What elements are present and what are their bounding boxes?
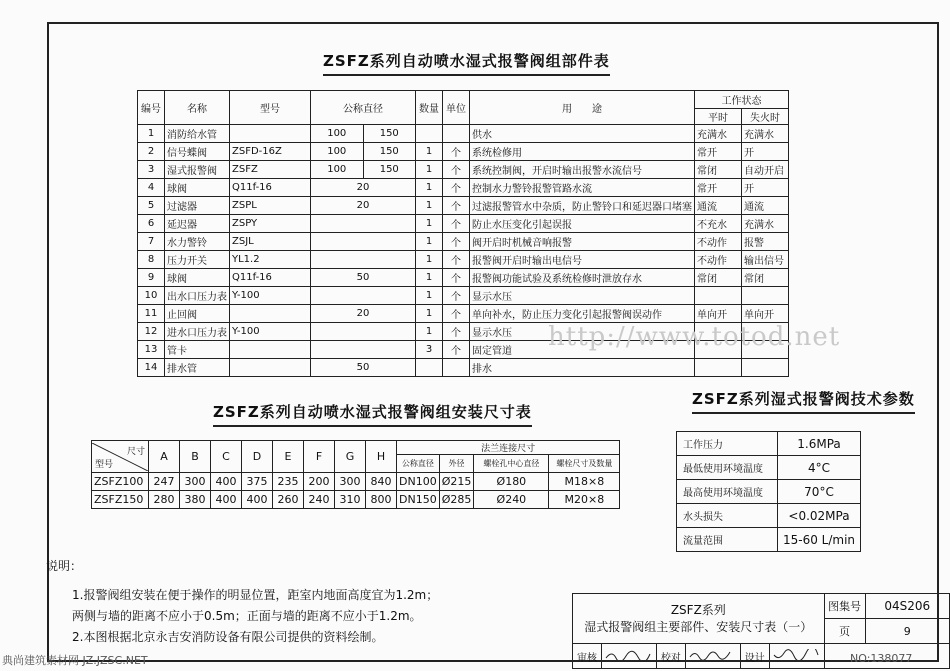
parts-cell-dn bbox=[311, 251, 416, 269]
parts-cell-unit: 个 bbox=[443, 341, 470, 359]
tech-cell-label: 水头损失 bbox=[677, 504, 778, 528]
parts-row bbox=[138, 179, 789, 197]
install-cell-flange: Ø215 bbox=[439, 473, 474, 491]
parts-cell-normal: 常闭 bbox=[695, 269, 742, 287]
tech-row bbox=[677, 432, 861, 456]
parts-cell-dn bbox=[311, 323, 416, 341]
parts-cell-model: ZSJL bbox=[230, 233, 311, 251]
diag-top-label: 尺寸 bbox=[126, 446, 145, 457]
note-line-3: 2.本图根据北京永吉安消防设备有限公司提供的资料绘制。 bbox=[72, 630, 384, 644]
header-dn: 公称直径 bbox=[311, 91, 416, 125]
parts-cell-use: 阀开启时机械音响报警 bbox=[470, 233, 695, 251]
parts-cell-model bbox=[230, 359, 311, 377]
review-signature bbox=[601, 644, 656, 669]
parts-cell-fire: 输出信号 bbox=[742, 251, 789, 269]
parts-cell-fire: 常闭 bbox=[742, 269, 789, 287]
parts-cell-fire: 单向开 bbox=[742, 305, 789, 323]
tech-cell-label: 工作压力 bbox=[677, 432, 778, 456]
parts-cell-model: ZSPL bbox=[230, 197, 311, 215]
install-cell-dim: 400 bbox=[242, 491, 273, 509]
parts-cell-fire: 通流 bbox=[742, 197, 789, 215]
parts-cell-unit: 个 bbox=[443, 305, 470, 323]
col-d: D bbox=[242, 441, 273, 473]
parts-cell-name: 球阀 bbox=[165, 179, 230, 197]
parts-cell-unit: 个 bbox=[443, 215, 470, 233]
parts-cell-normal: 不动作 bbox=[695, 251, 742, 269]
col-a: A bbox=[149, 441, 180, 473]
parts-row bbox=[138, 359, 789, 377]
parts-cell-name: 信号蝶阀 bbox=[165, 143, 230, 161]
install-cell-dim: 260 bbox=[273, 491, 304, 509]
parts-cell-name: 压力开关 bbox=[165, 251, 230, 269]
parts-cell-unit: 个 bbox=[443, 161, 470, 179]
parts-cell-unit: 个 bbox=[443, 197, 470, 215]
tech-row bbox=[677, 504, 861, 528]
flange-col-bolt-circle: 螺栓孔中心直径 bbox=[474, 455, 549, 473]
tech-cell-label: 最低使用环境温度 bbox=[677, 456, 778, 480]
tech-cell-value: 1.6MPa bbox=[778, 432, 861, 456]
parts-cell-dn: 50 bbox=[311, 359, 416, 377]
title-block-name bbox=[573, 594, 825, 644]
parts-row bbox=[138, 251, 789, 269]
col-g: G bbox=[335, 441, 366, 473]
parts-cell-qty: 1 bbox=[416, 215, 443, 233]
tech-table-title: ZSFZ系列湿式报警阀技术参数 bbox=[692, 388, 915, 409]
parts-cell-name: 过滤器 bbox=[165, 197, 230, 215]
parts-cell-use: 排水 bbox=[470, 359, 695, 377]
parts-cell-model: ZSFZ bbox=[230, 161, 311, 179]
parts-cell-qty: 1 bbox=[416, 161, 443, 179]
parts-table-title: ZSFZ系列自动喷水湿式报警阀组部件表 bbox=[323, 50, 610, 71]
parts-cell-normal bbox=[695, 359, 742, 377]
flange-col-bolt-size: 螺栓尺寸及数量 bbox=[549, 455, 620, 473]
parts-cell-fire bbox=[742, 359, 789, 377]
install-cell-dim: 380 bbox=[180, 491, 211, 509]
parts-cell-dn bbox=[311, 233, 416, 251]
install-cell-dim: 300 bbox=[335, 473, 366, 491]
parts-cell-fire: 开 bbox=[742, 143, 789, 161]
install-cell-flange: DN100 bbox=[397, 473, 440, 491]
parts-cell-fire bbox=[742, 287, 789, 305]
flange-col-dn: 公称直径 bbox=[397, 455, 440, 473]
footer-right: NO:138077 bbox=[850, 652, 913, 665]
parts-cell-no: 6 bbox=[138, 215, 165, 233]
parts-cell-no: 9 bbox=[138, 269, 165, 287]
atlas-label: 图集号 bbox=[824, 594, 865, 619]
tech-row bbox=[677, 456, 861, 480]
review-label: 审核 bbox=[573, 644, 602, 669]
atlas-number: 04S206 bbox=[865, 594, 949, 619]
parts-cell-use: 显示水压 bbox=[470, 287, 695, 305]
install-cell-flange: M20×8 bbox=[549, 491, 620, 509]
parts-cell-use: 过滤报警管水中杂质，防止警铃口和延迟器口堵塞 bbox=[470, 197, 695, 215]
col-e: E bbox=[273, 441, 304, 473]
tech-table bbox=[676, 431, 861, 552]
install-cell-dim: 310 bbox=[335, 491, 366, 509]
parts-cell-no: 13 bbox=[138, 341, 165, 359]
parts-cell-unit bbox=[443, 125, 470, 143]
tech-row bbox=[677, 480, 861, 504]
title-block-subtitle: 湿式报警阀组主要部件、安装尺寸表（一） bbox=[584, 619, 813, 634]
footer-left: 典尚建筑素材网 JZ.JZSC.NET bbox=[2, 654, 148, 667]
notes-title: 说明： bbox=[46, 559, 83, 573]
tech-cell-label: 流量范围 bbox=[677, 528, 778, 552]
parts-cell-unit: 个 bbox=[443, 179, 470, 197]
parts-cell-dn1: 100 bbox=[311, 161, 364, 179]
parts-cell-normal: 不充水 bbox=[695, 215, 742, 233]
parts-row bbox=[138, 269, 789, 287]
parts-cell-qty: 1 bbox=[416, 143, 443, 161]
parts-cell-qty: 3 bbox=[416, 341, 443, 359]
parts-cell-use: 系统控制阀，开启时输出报警水流信号 bbox=[470, 161, 695, 179]
parts-cell-name: 消防给水管 bbox=[165, 125, 230, 143]
parts-cell-normal: 通流 bbox=[695, 197, 742, 215]
parts-cell-model: ZSFD-16Z bbox=[230, 143, 311, 161]
parts-cell-use: 供水 bbox=[470, 125, 695, 143]
parts-cell-no: 7 bbox=[138, 233, 165, 251]
parts-cell-no: 14 bbox=[138, 359, 165, 377]
parts-cell-dn bbox=[311, 215, 416, 233]
parts-cell-name: 止回阀 bbox=[165, 305, 230, 323]
parts-cell-qty: 1 bbox=[416, 269, 443, 287]
header-status: 工作状态 bbox=[695, 91, 789, 109]
parts-cell-name: 排水管 bbox=[165, 359, 230, 377]
col-h: H bbox=[366, 441, 397, 473]
flange-header: 法兰连接尺寸 bbox=[397, 441, 620, 455]
tech-cell-value: 15-60 L/min bbox=[778, 528, 861, 552]
parts-cell-qty bbox=[416, 359, 443, 377]
parts-cell-unit: 个 bbox=[443, 233, 470, 251]
flange-col-od: 外径 bbox=[439, 455, 474, 473]
install-table-title: ZSFZ系列自动喷水湿式报警阀组安装尺寸表 bbox=[213, 401, 532, 422]
install-cell-dim: 247 bbox=[149, 473, 180, 491]
install-cell-model: ZSFZ100 bbox=[92, 473, 149, 491]
parts-cell-dn: 20 bbox=[311, 197, 416, 215]
install-cell-dim: 400 bbox=[211, 491, 242, 509]
parts-cell-no: 3 bbox=[138, 161, 165, 179]
parts-cell-unit bbox=[443, 359, 470, 377]
install-cell-dim: 240 bbox=[304, 491, 335, 509]
parts-cell-qty: 1 bbox=[416, 197, 443, 215]
tech-cell-value: <0.02MPa bbox=[778, 504, 861, 528]
parts-row bbox=[138, 143, 789, 161]
parts-cell-model bbox=[230, 341, 311, 359]
parts-cell-unit: 个 bbox=[443, 143, 470, 161]
parts-cell-dn2: 150 bbox=[363, 143, 416, 161]
parts-cell-qty bbox=[416, 125, 443, 143]
parts-cell-no: 1 bbox=[138, 125, 165, 143]
parts-cell-no: 2 bbox=[138, 143, 165, 161]
header-model: 型号 bbox=[230, 91, 311, 125]
parts-cell-qty: 1 bbox=[416, 287, 443, 305]
parts-cell-qty: 1 bbox=[416, 305, 443, 323]
parts-row bbox=[138, 197, 789, 215]
note-line-1: 1.报警阀组安装在便于操作的明显位置，距室内地面高度宜为1.2m； bbox=[72, 588, 439, 602]
install-cell-flange: M18×8 bbox=[549, 473, 620, 491]
parts-cell-fire: 自动开启 bbox=[742, 161, 789, 179]
parts-cell-name: 延迟器 bbox=[165, 215, 230, 233]
check-signature bbox=[685, 644, 740, 669]
parts-cell-name: 进水口压力表 bbox=[165, 323, 230, 341]
install-cell-dim: 300 bbox=[180, 473, 211, 491]
design-label: 设计 bbox=[740, 644, 769, 669]
install-cell-dim: 375 bbox=[242, 473, 273, 491]
install-row bbox=[92, 491, 620, 509]
tech-row bbox=[677, 528, 861, 552]
page-label: 页 bbox=[824, 619, 865, 644]
parts-cell-dn2: 150 bbox=[363, 125, 416, 143]
parts-cell-model: Y-100 bbox=[230, 323, 311, 341]
col-b: B bbox=[180, 441, 211, 473]
header-normal: 平时 bbox=[695, 109, 742, 125]
parts-cell-name: 水力警铃 bbox=[165, 233, 230, 251]
parts-cell-normal: 常开 bbox=[695, 179, 742, 197]
page-number: 9 bbox=[865, 619, 949, 644]
install-cell-dim: 800 bbox=[366, 491, 397, 509]
parts-cell-no: 12 bbox=[138, 323, 165, 341]
design-signature bbox=[769, 644, 824, 669]
parts-row bbox=[138, 161, 789, 179]
parts-cell-no: 8 bbox=[138, 251, 165, 269]
diag-bottom-label: 型号 bbox=[95, 459, 114, 470]
parts-cell-normal: 不动作 bbox=[695, 233, 742, 251]
parts-cell-unit: 个 bbox=[443, 287, 470, 305]
parts-cell-qty: 1 bbox=[416, 251, 443, 269]
parts-cell-dn: 20 bbox=[311, 305, 416, 323]
header-qty: 数量 bbox=[416, 91, 443, 125]
parts-cell-use: 控制水力警铃报警管路水流 bbox=[470, 179, 695, 197]
header-fire: 失火时 bbox=[742, 109, 789, 125]
check-label: 校对 bbox=[656, 644, 685, 669]
parts-cell-name: 管卡 bbox=[165, 341, 230, 359]
parts-cell-fire: 报警 bbox=[742, 233, 789, 251]
parts-cell-use: 系统检修用 bbox=[470, 143, 695, 161]
parts-cell-name: 湿式报警阀 bbox=[165, 161, 230, 179]
parts-row bbox=[138, 233, 789, 251]
parts-cell-dn: 50 bbox=[311, 269, 416, 287]
parts-row bbox=[138, 125, 789, 143]
install-cell-flange: Ø180 bbox=[474, 473, 549, 491]
parts-cell-fire: 开 bbox=[742, 179, 789, 197]
title-block-series: ZSFZ系列 bbox=[670, 602, 726, 617]
parts-cell-name: 出水口压力表 bbox=[165, 287, 230, 305]
parts-cell-no: 5 bbox=[138, 197, 165, 215]
header-name: 名称 bbox=[165, 91, 230, 125]
col-c: C bbox=[211, 441, 242, 473]
parts-cell-normal: 单向开 bbox=[695, 305, 742, 323]
parts-cell-model: ZSPY bbox=[230, 215, 311, 233]
parts-cell-use: 单向补水，防止压力变化引起报警阀误动作 bbox=[470, 305, 695, 323]
install-cell-dim: 280 bbox=[149, 491, 180, 509]
parts-cell-model bbox=[230, 125, 311, 143]
install-cell-dim: 235 bbox=[273, 473, 304, 491]
parts-cell-dn: 20 bbox=[311, 179, 416, 197]
parts-cell-use: 报警阀功能试验及系统检修时泄放存水 bbox=[470, 269, 695, 287]
parts-cell-use: 显示水压 bbox=[470, 323, 695, 341]
install-cell-dim: 840 bbox=[366, 473, 397, 491]
parts-cell-no: 11 bbox=[138, 305, 165, 323]
parts-cell-unit: 个 bbox=[443, 251, 470, 269]
parts-cell-dn bbox=[311, 341, 416, 359]
notes bbox=[46, 556, 438, 648]
parts-cell-model: Y-100 bbox=[230, 287, 311, 305]
install-table bbox=[91, 440, 620, 509]
install-cell-flange: Ø240 bbox=[474, 491, 549, 509]
parts-cell-model: Q11f-16 bbox=[230, 179, 311, 197]
tech-cell-value: 70°C bbox=[778, 480, 861, 504]
parts-cell-use: 防止水压变化引起误报 bbox=[470, 215, 695, 233]
parts-cell-model bbox=[230, 305, 311, 323]
col-f: F bbox=[304, 441, 335, 473]
install-cell-flange: DN150 bbox=[397, 491, 440, 509]
parts-cell-no: 10 bbox=[138, 287, 165, 305]
parts-cell-fire: 充满水 bbox=[742, 125, 789, 143]
parts-cell-name: 球阀 bbox=[165, 269, 230, 287]
install-cell-flange: Ø285 bbox=[439, 491, 474, 509]
parts-cell-unit: 个 bbox=[443, 323, 470, 341]
parts-cell-normal: 常开 bbox=[695, 143, 742, 161]
parts-cell-fire: 充满水 bbox=[742, 215, 789, 233]
parts-cell-use: 固定管道 bbox=[470, 341, 695, 359]
parts-cell-normal bbox=[695, 287, 742, 305]
parts-cell-normal: 常闭 bbox=[695, 161, 742, 179]
parts-cell-no: 4 bbox=[138, 179, 165, 197]
note-line-2: 两侧与墙的距离不应小于0.5m；正面与墙的距离不应小于1.2m。 bbox=[72, 609, 422, 623]
parts-row bbox=[138, 215, 789, 233]
install-diag-header bbox=[92, 441, 149, 473]
install-row bbox=[92, 473, 620, 491]
parts-cell-qty: 1 bbox=[416, 179, 443, 197]
parts-cell-qty: 1 bbox=[416, 323, 443, 341]
parts-cell-dn2: 150 bbox=[363, 161, 416, 179]
parts-row bbox=[138, 287, 789, 305]
header-unit: 单位 bbox=[443, 91, 470, 125]
tech-cell-label: 最高使用环境温度 bbox=[677, 480, 778, 504]
parts-cell-dn1: 100 bbox=[311, 125, 364, 143]
install-cell-dim: 200 bbox=[304, 473, 335, 491]
parts-cell-dn1: 100 bbox=[311, 143, 364, 161]
header-no: 编号 bbox=[138, 91, 165, 125]
parts-cell-qty: 1 bbox=[416, 233, 443, 251]
header-use: 用 途 bbox=[470, 91, 695, 125]
parts-cell-unit: 个 bbox=[443, 269, 470, 287]
parts-row bbox=[138, 305, 789, 323]
tech-cell-value: 4°C bbox=[778, 456, 861, 480]
parts-cell-use: 报警阀开启时输出电信号 bbox=[470, 251, 695, 269]
install-cell-model: ZSFZ150 bbox=[92, 491, 149, 509]
watermark-text: http://www.totod.net bbox=[548, 322, 841, 352]
parts-cell-dn bbox=[311, 287, 416, 305]
parts-cell-model: YL1.2 bbox=[230, 251, 311, 269]
parts-cell-model: Q11f-16 bbox=[230, 269, 311, 287]
parts-cell-normal: 充满水 bbox=[695, 125, 742, 143]
install-cell-dim: 400 bbox=[211, 473, 242, 491]
